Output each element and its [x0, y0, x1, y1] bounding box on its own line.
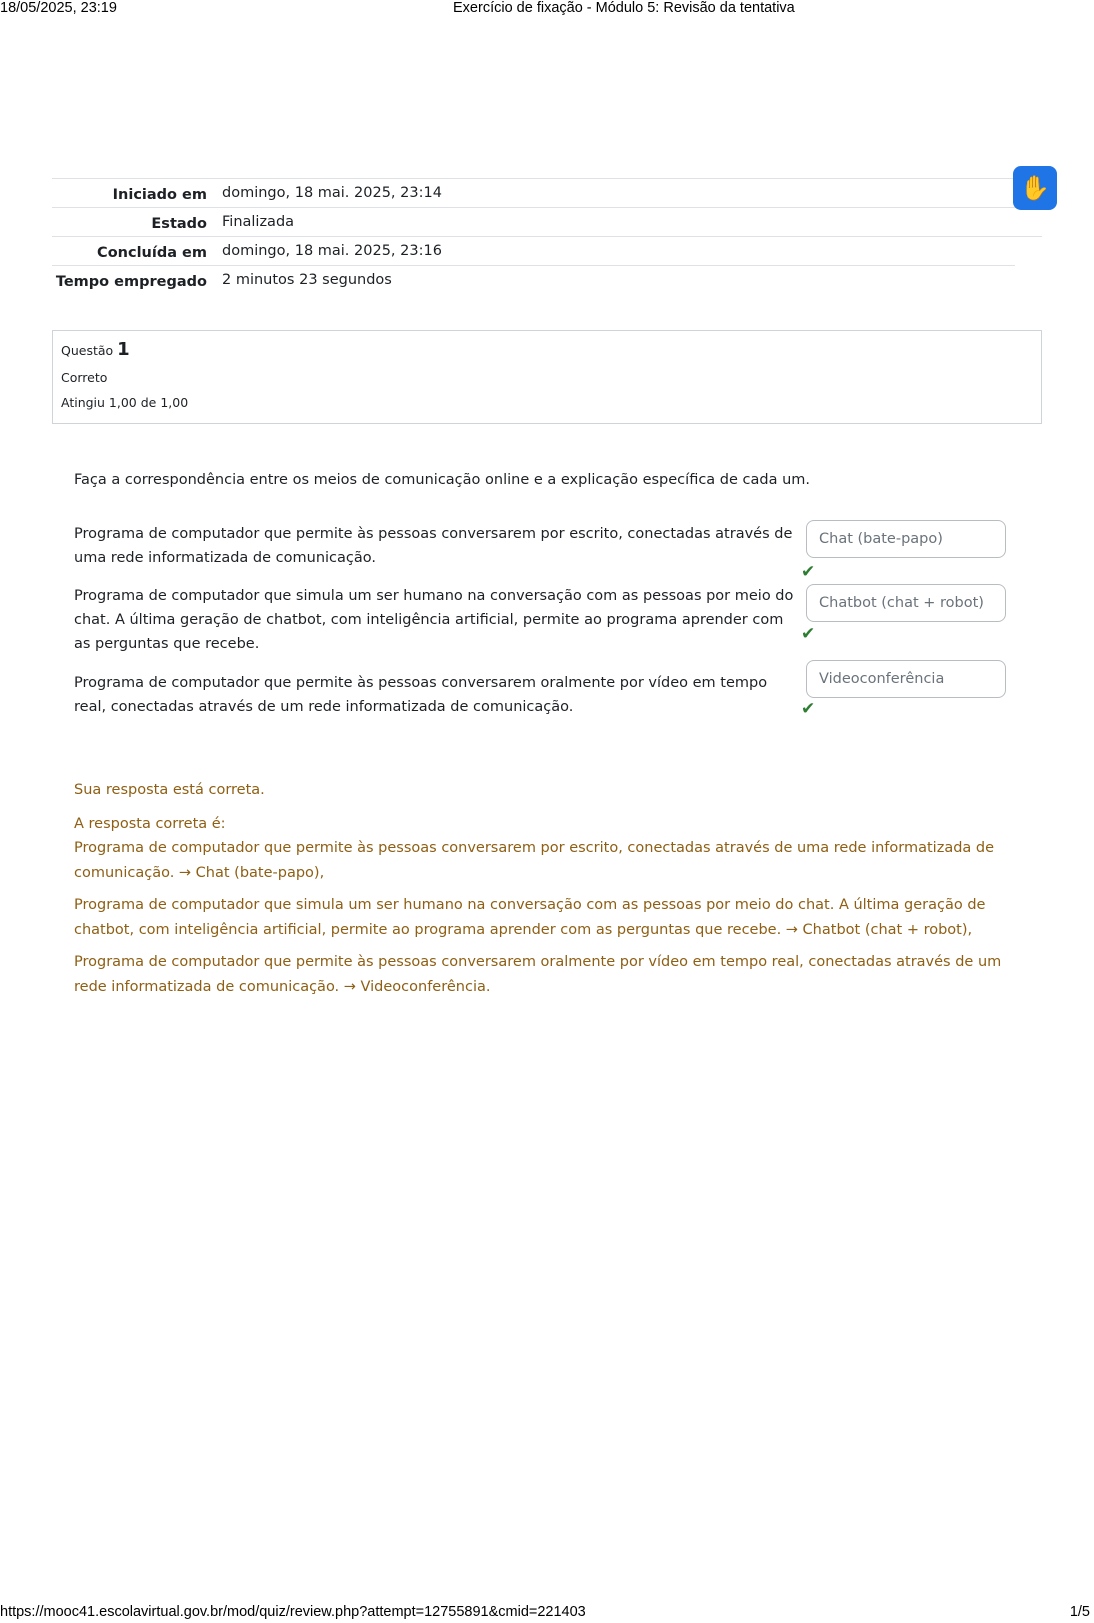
- question-grade: Atingiu 1,00 de 1,00: [61, 395, 189, 410]
- feedback-result: Sua resposta está correta.: [74, 782, 265, 798]
- summary-value: 2 minutos 23 segundos: [222, 272, 392, 288]
- summary-label: Concluída em: [97, 245, 207, 261]
- match-answer-select[interactable]: Chatbot (chat + robot): [806, 584, 1006, 622]
- feedback-line: Programa de computador que simula um ser humano na conversação com as pessoas por meio do chat. A última geração de chatbot, com inteligência artificial, permite ao programa aprender com as perguntas que recebe. → Chatbot (chat + robot),: [74, 897, 986, 938]
- summary-row-state: [52, 207, 1042, 236]
- print-title: Exercício de fixação - Módulo 5: Revisão da tentativa: [453, 0, 795, 16]
- question-number-value: 1: [117, 339, 130, 360]
- match-answer-select[interactable]: Videoconferência: [806, 660, 1006, 698]
- summary-label: Tempo empregado: [55, 274, 207, 290]
- summary-row-completed: [52, 236, 1042, 265]
- feedback-line: Programa de computador que permite às pessoas conversarem oralmente por vídeo em tempo real, conectadas através de um rede informatizada de comunicação. → Videoconferência.: [74, 954, 1002, 995]
- check-icon: ✔: [801, 562, 816, 582]
- summary-value: domingo, 18 mai. 2025, 23:16: [222, 243, 442, 259]
- match-item-text: Programa de computador que permite às pessoas conversarem oralmente por vídeo em tempo real, conectadas através de um rede informatizada de comunicação.: [74, 675, 768, 715]
- question-info-box: [52, 330, 1042, 424]
- print-datetime: 18/05/2025, 23:19: [0, 0, 117, 16]
- match-item-text: Programa de computador que simula um ser humano na conversação com as pessoas por meio do chat. A última geração de chatbot, com inteligência artificial, permite ao programa aprender com as perguntas que recebe.: [74, 588, 794, 652]
- question-prompt: Faça a correspondência entre os meios de comunicação online e a explicação específica de cada um.: [74, 472, 811, 488]
- feedback: [74, 778, 1014, 1007]
- summary-row-started: [52, 178, 1042, 207]
- summary-value: domingo, 18 mai. 2025, 23:14: [222, 185, 442, 201]
- question-content: [74, 468, 1034, 719]
- summary-row-time: [52, 265, 1015, 294]
- print-page-number: 1/5: [1069, 1604, 1090, 1620]
- feedback-line: Programa de computador que permite às pessoas conversarem por escrito, conectadas através de uma rede informatizada de comunicação. → Chat (bate-papo),: [74, 840, 995, 881]
- question-state: Correto: [61, 370, 108, 385]
- question-number: [61, 339, 1033, 360]
- attempt-summary-table: [52, 178, 1042, 294]
- accessibility-button[interactable]: [1013, 166, 1057, 210]
- sign-language-hands-icon: ✋: [1020, 174, 1050, 202]
- summary-label: Estado: [151, 216, 207, 232]
- match-answer-select[interactable]: Chat (bate-papo): [806, 520, 1006, 558]
- check-icon: ✔: [801, 699, 816, 719]
- feedback-intro: A resposta correta é:: [74, 815, 226, 832]
- print-url: https://mooc41.escolavirtual.gov.br/mod/quiz/review.php?attempt=12755891&cmid=221403: [0, 1604, 586, 1620]
- summary-value: Finalizada: [222, 214, 295, 230]
- match-item-text: Programa de computador que permite às pessoas conversarem por escrito, conectadas através de uma rede informatizada de comunicação.: [74, 526, 793, 566]
- summary-label: Iniciado em: [112, 187, 207, 203]
- question-label: Questão: [61, 343, 114, 358]
- check-icon: ✔: [801, 624, 816, 644]
